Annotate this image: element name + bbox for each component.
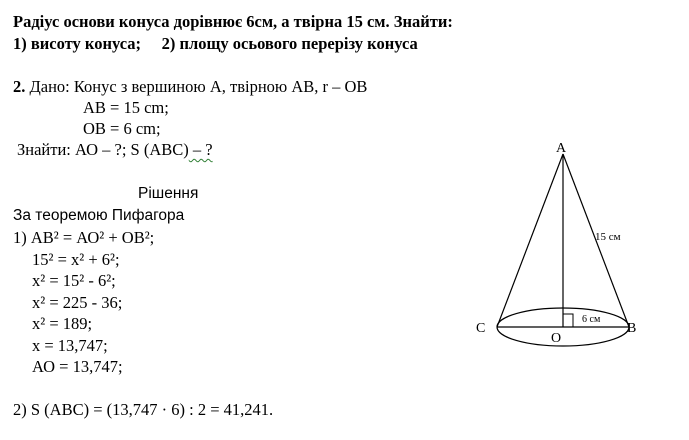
solution-title: Рішення (138, 185, 199, 202)
generatrix-ac (497, 154, 563, 327)
given-ob: ОВ = 6 cm; (83, 119, 161, 138)
find-label: Знайти: (17, 140, 71, 159)
step-3: х² = 15² - 6²; (32, 271, 116, 290)
find-text: АО – ?; S (АВС) (70, 140, 189, 159)
step-7: АО = 13,747; (32, 357, 123, 376)
problem-line-1: Радіус основи конуса дорівнює 6см, а твірна 15 см. Знайти: (13, 12, 453, 31)
step-4: х² = 225 - 36; (32, 293, 123, 312)
problem-line-2: 1) висоту конуса; 2) площу осьового перерізу конуса (13, 34, 418, 53)
find-tail: – ? (188, 140, 213, 159)
label-a: A (556, 141, 567, 156)
right-angle-mark (563, 314, 573, 327)
step-area: 2) S (АВС) = (13,747 · 6) : 2 = 41,241. (13, 400, 274, 419)
given-ab: АВ = 15 cm; (83, 98, 169, 117)
given-number: 2. (13, 77, 26, 96)
label-radius: 6 см (582, 314, 601, 325)
step-1: 1) АВ² = АО² + ОВ²; (13, 228, 155, 247)
step-2: 15² = х² + 6²; (32, 250, 120, 269)
label-o: O (551, 331, 562, 346)
label-b: B (627, 321, 637, 336)
step-5: х² = 189; (32, 314, 93, 333)
given-cone: Конус з вершиною А, твірною АВ, r – ОВ (73, 77, 368, 96)
step-6: х = 13,747; (32, 336, 108, 355)
given-label: Дано: (25, 77, 70, 96)
label-c: C (476, 321, 486, 336)
theorem-line: За теоремою Пифагора (13, 207, 185, 224)
label-slant: 15 см (595, 231, 621, 243)
